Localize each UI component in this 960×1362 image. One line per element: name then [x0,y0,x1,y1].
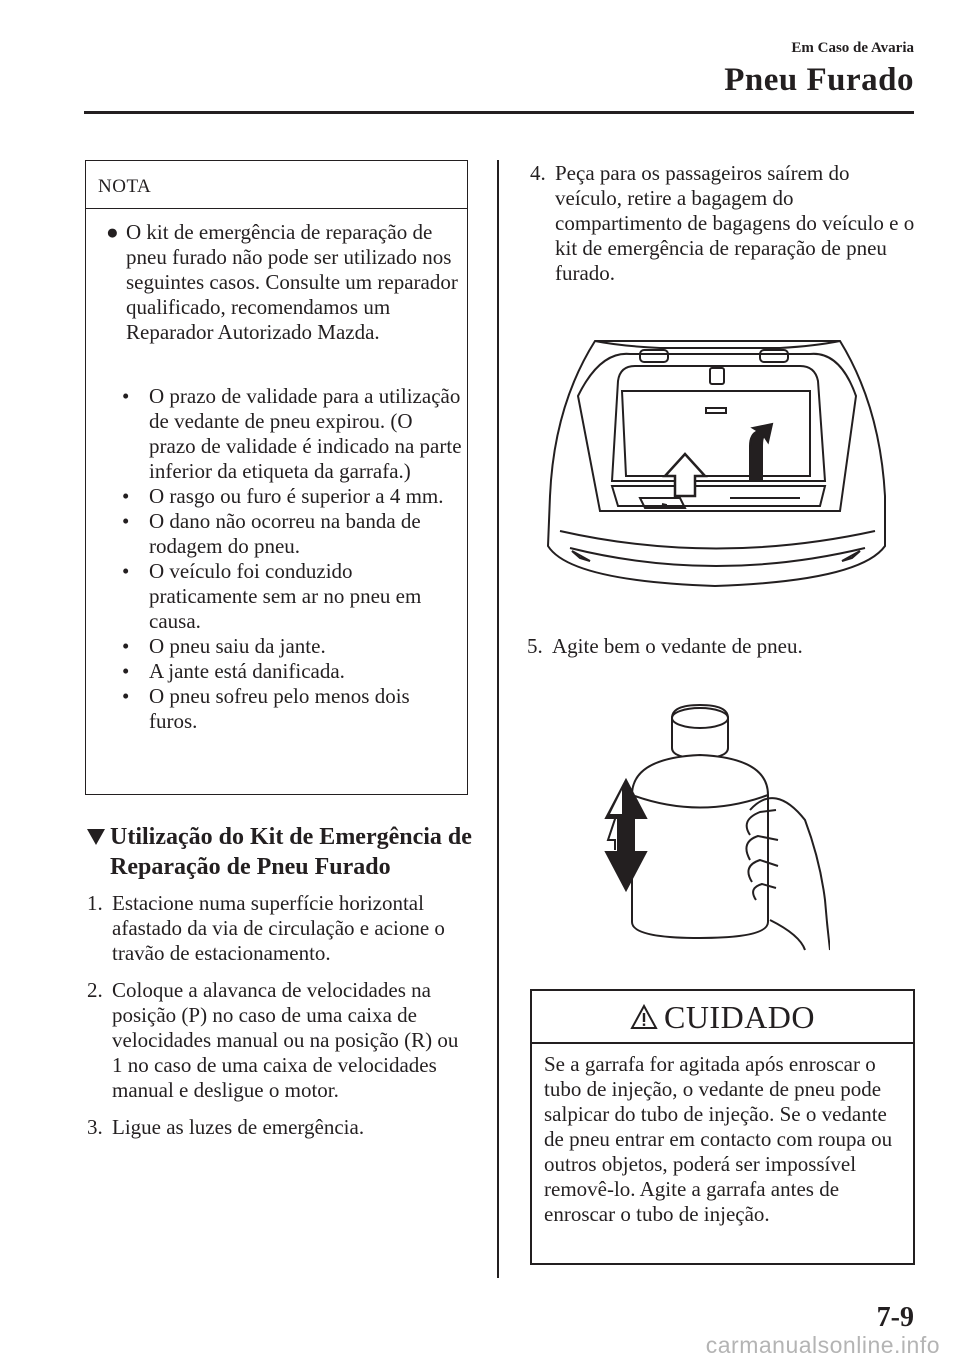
chapter-title: Pneu Furado [724,62,914,98]
nota-list-item: • O rasgo ou furo é superior a 4 mm. [122,484,444,508]
steps-list [87,891,472,1152]
nota-title: NOTA [86,161,467,209]
nota-list-item: • A jante está danificada. [122,659,345,683]
bullet-marker: ● [106,220,119,244]
triangle-down-icon [87,829,105,845]
nota-list-item: • O pneu saiu da jante. [122,634,326,658]
step-item: 5. Agite bem o vedante de pneu. [527,634,803,658]
nota-list-item: • O prazo de validade para a utilização de vedante de pneu expirou. (O prazo de validade é indicado na parte inferior da etiqueta da garrafa.) [122,384,462,483]
nota-intro-text: O kit de emergência de reparação de pneu furado não pode ser utilizado nos seguintes casos. Consulte um reparador qualificado, recomendamos um Reparador Autorizado Mazda. [126,220,458,344]
cuidado-box [530,989,915,1265]
step-item: 4. Peça para os passageiros saírem do veículo, retire a bagagem do compartimento de bagagens do veículo e o kit de emergência de reparação de pneu furado. [530,161,915,285]
nota-list-item: • O veículo foi conduzido praticamente sem ar no pneu em causa. [122,559,422,633]
nota-list-item: • O dano não ocorreu na banda de rodagem do pneu. [122,509,421,558]
nota-intro [106,220,466,345]
bottle-shake-illustration [600,700,830,955]
cuidado-header [532,991,913,1044]
section-heading: Utilização do Kit de Emergência de Reparação de Pneu Furado [87,822,477,882]
cuidado-text: Se a garrafa for agitada após enroscar o tubo de injeção, o vedante de pneu pode salpicar do tubo de injeção. Se o vedante de pneu entrar em contacto com roupa ou outros objetos, poderá ser impossível removê-lo. Agite a garrafa antes de enroscar o tubo de injeção. [544,1052,893,1226]
cuidado-title: CUIDADO [663,999,816,1035]
nota-list-item: • O pneu sofreu pelo menos dois furos. [122,684,410,733]
page-number: 7-9 [876,1302,914,1333]
warning-icon [630,1004,658,1030]
step-item: 2. Coloque a alavanca de velocidades na posição (P) no caso de uma caixa de velocidades manual ou na posição (R) ou 1 no caso de uma caixa de velocidades manual e desligue o motor. [87,978,459,1102]
step-item: 1. Estacione numa superfície horizontal afastado da via de circulação e acione o travão de estacionamento. [87,891,445,965]
step-item: 3. Ligue as luzes de emergência. [87,1115,365,1139]
section-label: Em Caso de Avaria [791,40,914,56]
trunk-illustration [540,336,892,606]
watermark: carmanualsonline.info [705,1332,940,1358]
nota-list [122,384,462,734]
column-divider [497,160,499,1278]
header-rule [84,111,914,114]
